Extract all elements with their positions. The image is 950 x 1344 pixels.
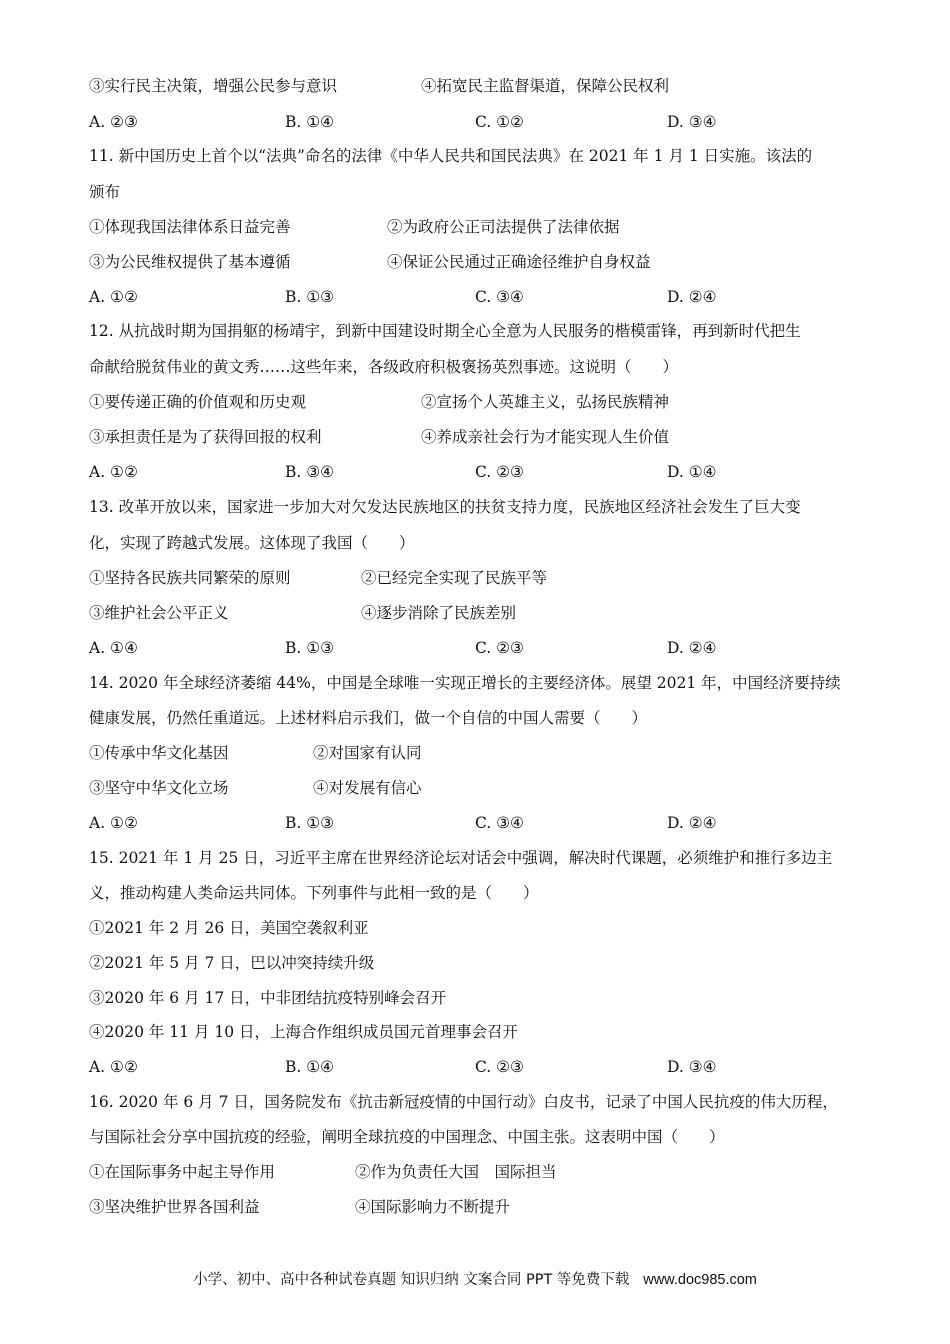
q10-option-4: ④拓宽民主监督渠道，保障公民权利 bbox=[421, 77, 670, 95]
q12-stem-line-1: 12. 从抗战时期为国捐躯的杨靖宇，到新中国建设时期全心全意为人民服务的楷模雷锋，再到新时代把生 bbox=[89, 322, 801, 340]
q15-option-1: ①2021 年 2 月 26 日，美国空袭叙利亚 bbox=[89, 919, 369, 937]
q11-option-3: ③为公民维权提供了基本遵循 bbox=[89, 253, 291, 271]
footer-text: 小学、初中、高中各种试卷真题 知识归纳 文案合同 PPT 等免费下载 bbox=[193, 1272, 630, 1288]
q15-option-4: ④2020 年 11 月 10 日，上海合作组织成员国元首理事会召开 bbox=[89, 1023, 519, 1041]
q13-stem-line-1: 13. 改革开放以来，国家进一步加大对欠发达民族地区的扶贫支持力度，民族地区经济社会发生了巨大变 bbox=[89, 498, 801, 516]
q11-stem-line-2: 颁布 bbox=[89, 183, 121, 201]
q12-option-2: ②宣扬个人英雄主义，弘扬民族精神 bbox=[421, 393, 670, 411]
q10-answer-a: A. ②③ bbox=[89, 113, 138, 131]
q11-answer-b: B. ①③ bbox=[285, 288, 335, 306]
q11-stem-line-1: 11. 新中国历史上首个以“法典”命名的法律《中华人民共和国民法典》在 2021 年 1 月 1 日实施。该法的 bbox=[89, 147, 813, 165]
q16-stem-line-2: 与国际社会分享中国抗疫的经验，阐明全球抗疫的中国理念、中国主张。这表明中国（ ） bbox=[89, 1128, 725, 1146]
q11-answer-d: D. ②④ bbox=[667, 288, 717, 306]
q15-stem-line-2: 义，推动构建人类命运共同体。下列事件与此相一致的是（ ） bbox=[89, 884, 539, 902]
q13-answer-c: C. ②③ bbox=[475, 639, 524, 657]
q15-option-2: ②2021 年 5 月 7 日，巴以冲突持续升级 bbox=[89, 954, 375, 972]
q12-answer-d: D. ①④ bbox=[667, 463, 717, 481]
q16-option-3: ③坚决维护世界各国利益 bbox=[89, 1198, 260, 1216]
q10-option-3: ③实行民主决策，增强公民参与意识 bbox=[89, 77, 338, 95]
footer-link[interactable]: www.doc985.com bbox=[643, 1272, 757, 1288]
q12-option-1: ①要传递正确的价值观和历史观 bbox=[89, 393, 307, 411]
q12-stem-line-2: 命献给脱贫伟业的黄文秀……这些年来，各级政府积极褒扬英烈事迹。这说明（ ） bbox=[89, 358, 679, 376]
q15-answer-d: D. ③④ bbox=[667, 1058, 717, 1076]
q15-stem-line-1: 15. 2021 年 1 月 25 日，习近平主席在世界经济论坛对话会中强调，解决时代课题，必须维护和推行多边主 bbox=[89, 849, 833, 867]
q16-option-4: ④国际影响力不断提升 bbox=[355, 1198, 511, 1216]
q10-answer-c: C. ①② bbox=[475, 113, 524, 131]
q14-option-2: ②对国家有认同 bbox=[313, 744, 422, 762]
q12-option-4: ④养成亲社会行为才能实现人生价值 bbox=[421, 428, 670, 446]
q16-option-2: ②作为负责任大国 国际担当 bbox=[355, 1163, 557, 1181]
q14-stem-line-2: 健康发展，仍然任重道远。上述材料启示我们，做一个自信的中国人需要（ ） bbox=[89, 709, 648, 727]
q11-answer-a: A. ①② bbox=[89, 288, 138, 306]
q16-option-1: ①在国际事务中起主导作用 bbox=[89, 1163, 276, 1181]
q13-stem-line-2: 化，实现了跨越式发展。这体现了我国（ ） bbox=[89, 534, 415, 552]
q12-answer-b: B. ③④ bbox=[285, 463, 335, 481]
q13-option-4: ④逐步消除了民族差别 bbox=[361, 604, 517, 622]
q10-answer-b: B. ①④ bbox=[285, 113, 335, 131]
q13-answer-a: A. ①④ bbox=[89, 639, 138, 657]
q14-answer-a: A. ①② bbox=[89, 814, 138, 832]
q13-answer-d: D. ②④ bbox=[667, 639, 717, 657]
q14-answer-c: C. ③④ bbox=[475, 814, 524, 832]
q15-answer-b: B. ①④ bbox=[285, 1058, 335, 1076]
q13-option-2: ②已经完全实现了民族平等 bbox=[361, 569, 548, 587]
q14-answer-d: D. ②④ bbox=[667, 814, 717, 832]
q15-answer-a: A. ①② bbox=[89, 1058, 138, 1076]
q13-option-3: ③维护社会公平正义 bbox=[89, 604, 229, 622]
q16-stem-line-1: 16. 2020 年 6 月 7 日，国务院发布《抗击新冠疫情的中国行动》白皮书，记录了中国人民抗疫的伟大历程， bbox=[89, 1093, 838, 1111]
q14-option-1: ①传承中华文化基因 bbox=[89, 744, 229, 762]
q11-option-2: ②为政府公正司法提供了法律依据 bbox=[387, 218, 620, 236]
q14-option-4: ④对发展有信心 bbox=[313, 779, 422, 797]
q15-option-3: ③2020 年 6 月 17 日，中非团结抗疫特别峰会召开 bbox=[89, 989, 447, 1007]
q11-option-4: ④保证公民通过正确途径维护自身权益 bbox=[387, 253, 651, 271]
q14-answer-b: B. ①③ bbox=[285, 814, 335, 832]
q13-answer-b: B. ①③ bbox=[285, 639, 335, 657]
q11-answer-c: C. ③④ bbox=[475, 288, 524, 306]
q13-option-1: ①坚持各民族共同繁荣的原则 bbox=[89, 569, 291, 587]
q10-answer-d: D. ③④ bbox=[667, 113, 717, 131]
q15-answer-c: C. ②③ bbox=[475, 1058, 524, 1076]
q11-option-1: ①体现我国法律体系日益完善 bbox=[89, 218, 291, 236]
q12-answer-a: A. ①② bbox=[89, 463, 138, 481]
q14-option-3: ③坚守中华文化立场 bbox=[89, 779, 229, 797]
q12-answer-c: C. ②③ bbox=[475, 463, 524, 481]
q14-stem-line-1: 14. 2020 年全球经济萎缩 44%，中国是全球唯一实现正增长的主要经济体。展望 2021 年，中国经济要持续 bbox=[89, 674, 841, 692]
q12-option-3: ③承担责任是为了获得回报的权利 bbox=[89, 428, 322, 446]
page-footer bbox=[0, 1268, 950, 1289]
